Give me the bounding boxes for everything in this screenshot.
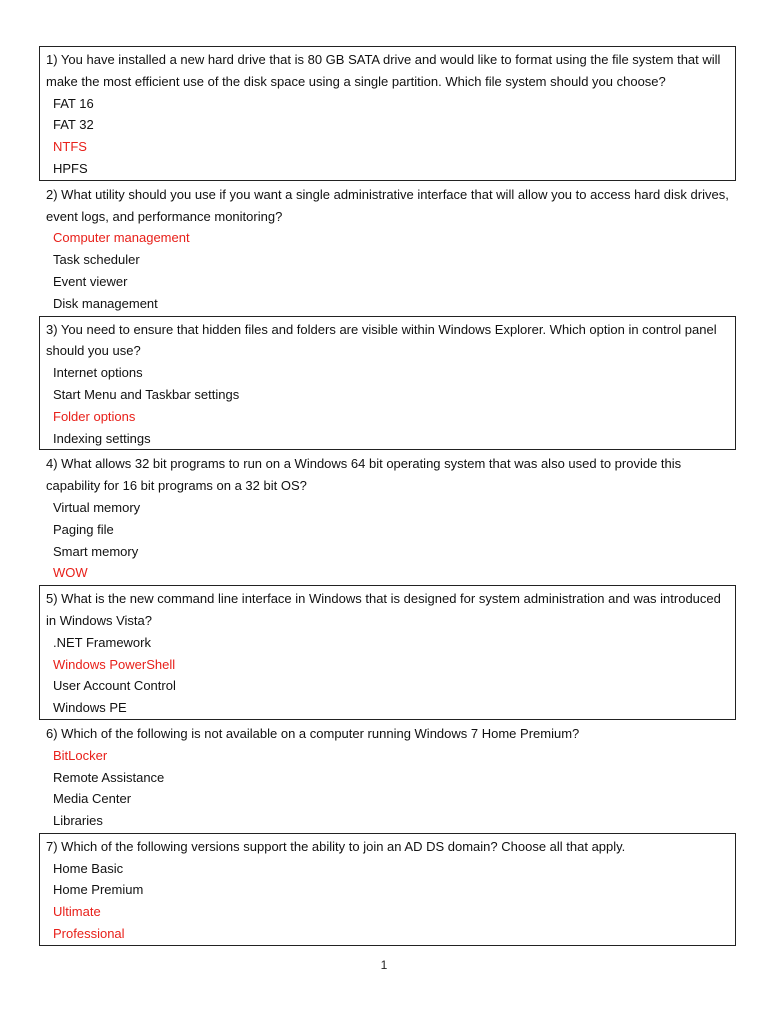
question-text: 4) What allows 32 bit programs to run on a Windows 64 bit operating system that was also used to provide this capability for 16 bit programs on a 32 bit OS? (46, 456, 682, 494)
answer-option: .NET Framework (53, 634, 151, 650)
answer-option: HPFS (53, 160, 88, 176)
answer-option: Smart memory (53, 543, 139, 559)
answer-option-correct: Windows PowerShell (53, 656, 176, 672)
question-text: 7) Which of the following versions support the ability to join an AD DS domain? Choose all that apply. (46, 838, 626, 854)
question-text: 6) Which of the following is not available on a computer running Windows 7 Home Premium? (46, 725, 580, 741)
question-text: 1) You have installed a new hard drive that is 80 GB SATA drive and would like to format using the file system that will make the most efficient use of the disk space using a single partition. Which file system should you choose? (46, 52, 721, 89)
answer-option-correct: Folder options (53, 408, 136, 424)
question-block-4 (39, 450, 736, 585)
answer-option: Disk management (53, 295, 158, 311)
answer-option: Indexing settings (53, 430, 151, 446)
answer-option: FAT 32 (53, 117, 94, 133)
answer-option-correct: BitLocker (53, 747, 108, 763)
answer-option-correct: Ultimate (53, 904, 101, 920)
question-list (39, 46, 736, 946)
answer-option-correct: Computer management (53, 230, 190, 246)
question-text: 5) What is the new command line interface in Windows that is designed for system administration and was introduced in Windows Vista? (46, 591, 721, 628)
answer-option: Event viewer (53, 273, 128, 289)
answer-option: Task scheduler (53, 252, 140, 268)
answer-option-correct: NTFS (53, 139, 87, 155)
question-block-7 (39, 833, 736, 946)
answer-option: Internet options (53, 365, 143, 381)
page-number: 1 (380, 958, 388, 972)
question-text: 2) What utility should you use if you want a single administrative interface that will allow you to access hard disk drives, event logs, and performance monitoring? (46, 186, 729, 224)
answer-option: Home Basic (53, 860, 124, 876)
answer-option: Start Menu and Taskbar settings (53, 386, 240, 402)
question-block-6 (39, 720, 736, 833)
question-text: 3) You need to ensure that hidden files and folders are visible within Windows Explorer. Which option in control panel should you use? (46, 321, 717, 359)
answer-option: User Account Control (53, 678, 176, 694)
question-block-2 (39, 181, 736, 316)
answer-option: Paging file (53, 521, 114, 537)
answer-option: Windows PE (53, 700, 127, 716)
answer-option: Libraries (53, 813, 103, 829)
question-block-5 (39, 585, 736, 720)
answer-option: Virtual memory (53, 499, 141, 515)
question-block-1 (39, 46, 736, 181)
answer-option: Remote Assistance (53, 769, 165, 785)
answer-option: Media Center (53, 791, 132, 807)
answer-option: FAT 16 (53, 95, 94, 111)
answer-option-correct: WOW (53, 565, 88, 581)
answer-option-correct: Professional (53, 926, 125, 942)
question-block-3 (39, 316, 736, 451)
answer-option: Home Premium (53, 882, 144, 898)
